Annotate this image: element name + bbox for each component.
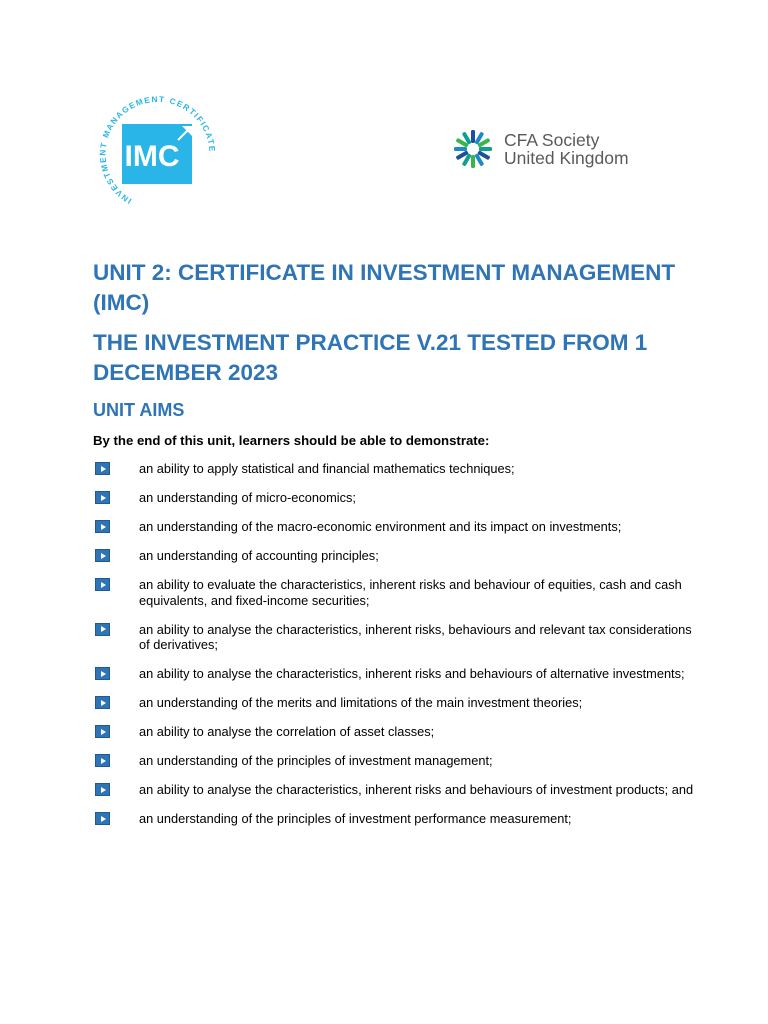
arrow-bullet-icon bbox=[95, 549, 110, 562]
list-item-text: an ability to analyse the characteristics, inherent risks and behaviours of alternative investments; bbox=[139, 666, 685, 681]
arrow-bullet-icon bbox=[95, 578, 110, 591]
arrow-bullet-icon bbox=[95, 696, 110, 709]
list-item bbox=[93, 548, 703, 564]
arrow-bullet-icon bbox=[95, 783, 110, 796]
list-item bbox=[93, 811, 703, 827]
list-item bbox=[93, 666, 703, 682]
cfa-logo-line2: United Kingdom bbox=[504, 148, 629, 168]
imc-logo-ring-text: INVESTMENT MANAGEMENT CERTIFICATE bbox=[98, 94, 217, 206]
list-item bbox=[93, 519, 703, 535]
arrow-bullet-icon bbox=[95, 462, 110, 475]
list-item bbox=[93, 461, 703, 477]
arrow-bullet-icon bbox=[95, 623, 110, 636]
unit-title: UNIT 2: CERTIFICATE IN INVESTMENT MANAGEMENT (IMC) bbox=[93, 260, 676, 315]
list-item-text: an understanding of accounting principles; bbox=[139, 548, 379, 563]
list-item bbox=[93, 782, 703, 798]
list-item-text: an understanding of the merits and limitations of the main investment theories; bbox=[139, 695, 583, 710]
list-item-text: an ability to evaluate the characteristics, inherent risks and behaviour of equities, cash and cash equivalents, and fixed-income securities; bbox=[139, 577, 682, 608]
cfa-logo-mark-icon bbox=[452, 128, 494, 170]
cfa-logo-text bbox=[504, 131, 629, 167]
arrow-bullet-icon bbox=[95, 667, 110, 680]
arrow-bullet-icon bbox=[95, 491, 110, 504]
list-item-text: an understanding of the principles of investment performance measurement; bbox=[139, 811, 572, 826]
imc-logo-graphic bbox=[92, 94, 222, 218]
list-item-text: an ability to analyse the correlation of asset classes; bbox=[139, 724, 435, 739]
imc-logo bbox=[92, 94, 222, 218]
unit-subtitle: THE INVESTMENT PRACTICE V.21 TESTED FROM 1 DECEMBER 2023 bbox=[93, 330, 648, 385]
unit-aims-list bbox=[93, 461, 703, 840]
cfa-society-logo bbox=[452, 128, 662, 172]
list-item bbox=[93, 695, 703, 711]
unit-aims-intro: By the end of this unit, learners should be able to demonstrate: bbox=[93, 433, 490, 448]
cfa-logo-line1: CFA Society bbox=[504, 130, 600, 150]
arrow-bullet-icon bbox=[95, 754, 110, 767]
list-item bbox=[93, 577, 703, 608]
list-item-text: an ability to analyse the characteristics, inherent risks and behaviours of investment products; and bbox=[139, 782, 694, 797]
arrow-bullet-icon bbox=[95, 812, 110, 825]
list-item-text: an ability to analyse the characteristics, inherent risks, behaviours and relevant tax considerations of derivatives; bbox=[139, 621, 692, 652]
list-item bbox=[93, 622, 703, 653]
list-item-text: an understanding of the macro-economic environment and its impact on investments; bbox=[139, 519, 622, 534]
arrow-bullet-icon bbox=[95, 520, 110, 533]
list-item bbox=[93, 724, 703, 740]
list-item bbox=[93, 490, 703, 506]
list-item-text: an ability to apply statistical and financial mathematics techniques; bbox=[139, 461, 515, 476]
list-item-text: an understanding of micro-economics; bbox=[139, 490, 356, 505]
list-item-text: an understanding of the principles of investment management; bbox=[139, 753, 493, 768]
imc-logo-letters: IMC bbox=[124, 140, 180, 173]
list-item bbox=[93, 753, 703, 769]
arrow-bullet-icon bbox=[95, 725, 110, 738]
section-heading-unit-aims: UNIT AIMS bbox=[93, 400, 185, 420]
